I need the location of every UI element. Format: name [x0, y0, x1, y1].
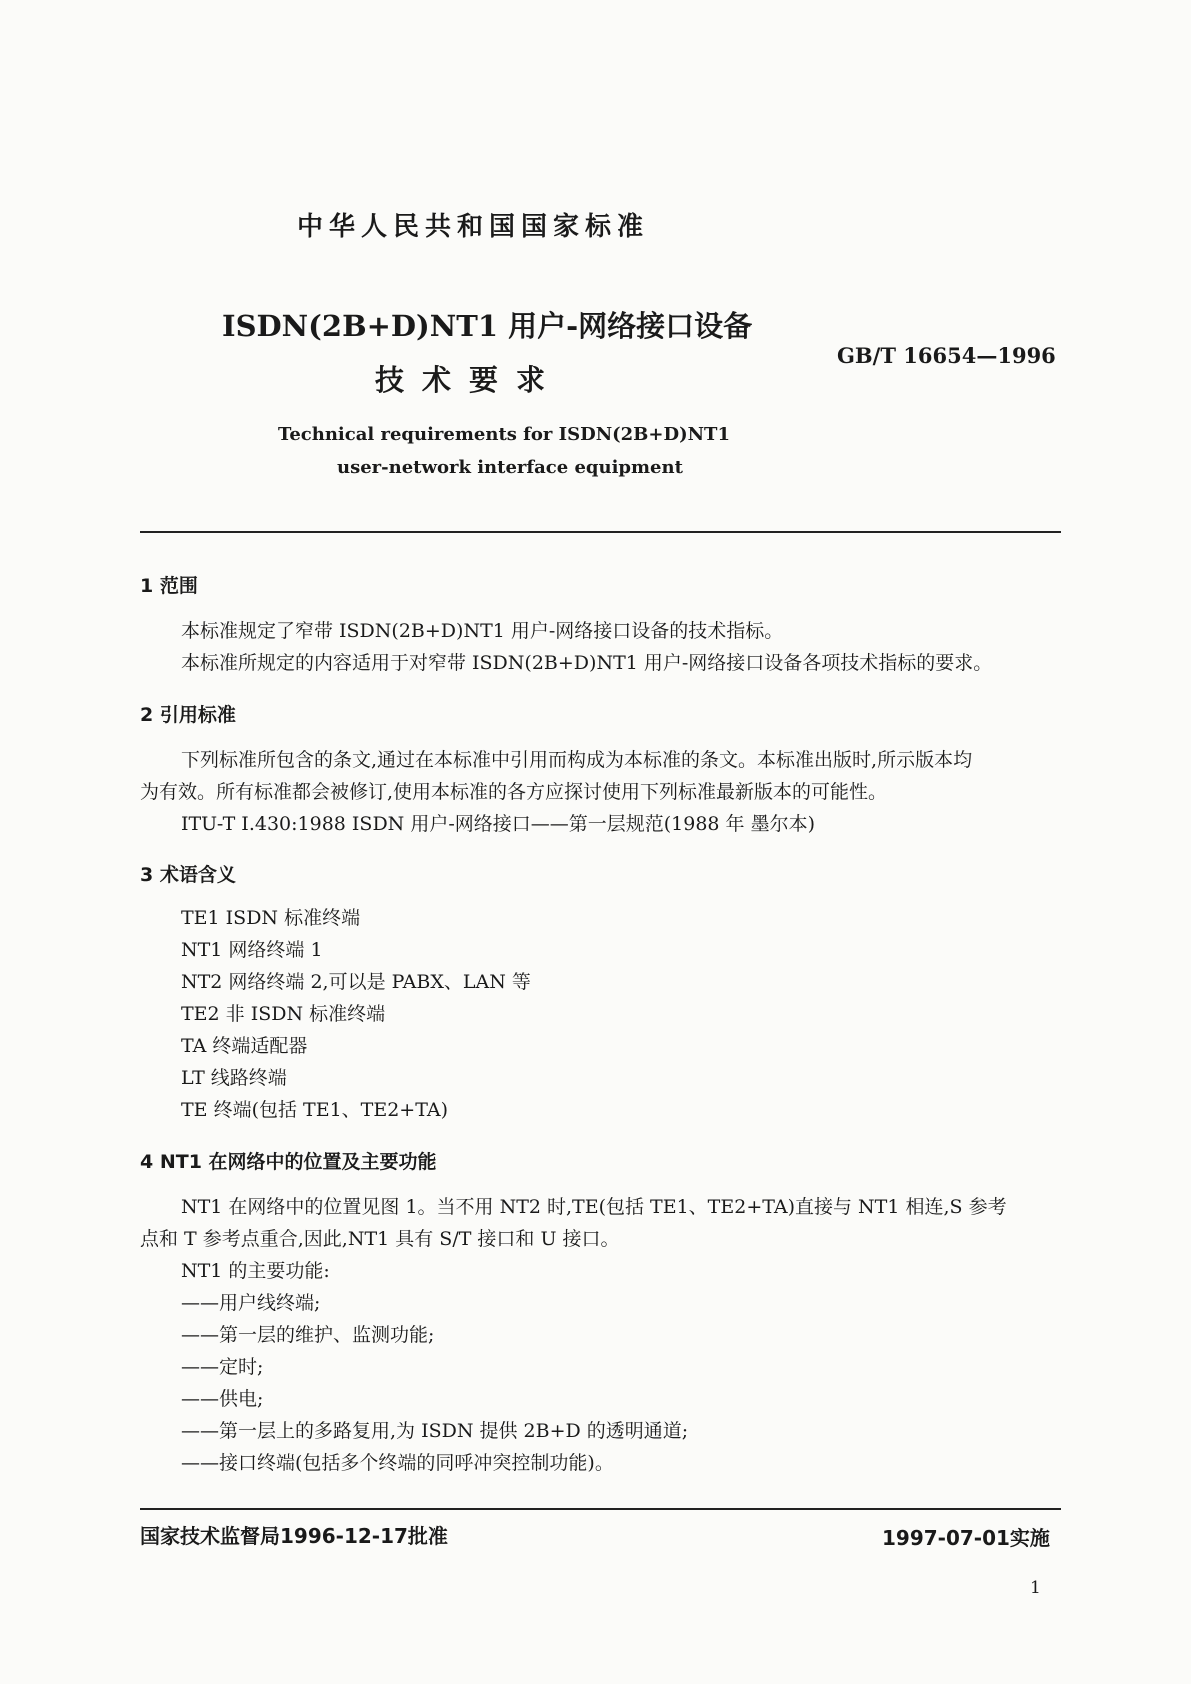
header-divider	[140, 531, 1061, 533]
function-item: ——供电;	[181, 1388, 264, 1410]
standard-org-title: 中华人民共和国国家标准	[297, 212, 650, 242]
section-4-paragraph-line1: NT1 在网络中的位置见图 1。当不用 NT2 时,TE(包括 TE1、TE2+TA)直接与 NT1 相连,S 参考	[181, 1196, 1007, 1218]
function-item: ——用户线终端;	[181, 1292, 321, 1314]
standard-number: GB/T 16654—1996	[837, 343, 1056, 368]
section-1-paragraph-2: 本标准所规定的内容适用于对窄带 ISDN(2B+D)NT1 用户-网络接口设备各项技术指标的要求。	[181, 652, 993, 674]
section-2-reference: ITU-T I.430:1988 ISDN 用户-网络接口——第一层规范(1988 年 墨尔本)	[181, 813, 816, 835]
term-item: LT 线路终端	[181, 1067, 287, 1089]
section-4-heading: 4 NT1 在网络中的位置及主要功能	[140, 1151, 437, 1173]
implementation-date: 1997-07-01实施	[882, 1526, 1050, 1550]
section-1-paragraph-1: 本标准规定了窄带 ISDN(2B+D)NT1 用户-网络接口设备的技术指标。	[181, 620, 784, 642]
document-title-cn-line1: ISDN(2B+D)NT1 用户-网络接口设备	[222, 309, 753, 343]
document-title-en-line1: Technical requirements for ISDN(2B+D)NT1	[278, 424, 730, 445]
page-number: 1	[1030, 1578, 1041, 1598]
section-2-paragraph-line2: 为有效。所有标准都会被修订,使用本标准的各方应探讨使用下列标准最新版本的可能性。	[140, 781, 888, 803]
term-item: TA 终端适配器	[181, 1035, 308, 1057]
section-1-heading: 1 范围	[140, 575, 198, 597]
footer-divider	[140, 1508, 1061, 1510]
section-2-paragraph-line1: 下列标准所包含的条文,通过在本标准中引用而构成为本标准的条文。本标准出版时,所示版本均	[181, 749, 973, 771]
term-item: NT1 网络终端 1	[181, 939, 323, 961]
document-title-en-line2: user-network interface equipment	[337, 457, 683, 478]
function-item: ——定时;	[181, 1356, 264, 1378]
term-item: TE1 ISDN 标准终端	[181, 907, 361, 929]
approval-date: 国家技术监督局1996-12-17批准	[140, 1524, 448, 1548]
function-item: ——接口终端(包括多个终端的同呼冲突控制功能)。	[181, 1452, 614, 1474]
term-item: TE2 非 ISDN 标准终端	[181, 1003, 386, 1025]
section-3-heading: 3 术语含义	[140, 864, 236, 886]
function-item: ——第一层的维护、监测功能;	[181, 1324, 435, 1346]
term-item: TE 终端(包括 TE1、TE2+TA)	[181, 1099, 448, 1121]
document-title-cn-line2: 技术要求	[375, 363, 564, 397]
term-item: NT2 网络终端 2,可以是 PABX、LAN 等	[181, 971, 531, 993]
function-item: ——第一层上的多路复用,为 ISDN 提供 2B+D 的透明通道;	[181, 1420, 689, 1442]
section-4-functions-intro: NT1 的主要功能:	[181, 1260, 330, 1282]
section-2-heading: 2 引用标准	[140, 704, 236, 726]
section-4-paragraph-line2: 点和 T 参考点重合,因此,NT1 具有 S/T 接口和 U 接口。	[140, 1228, 620, 1250]
